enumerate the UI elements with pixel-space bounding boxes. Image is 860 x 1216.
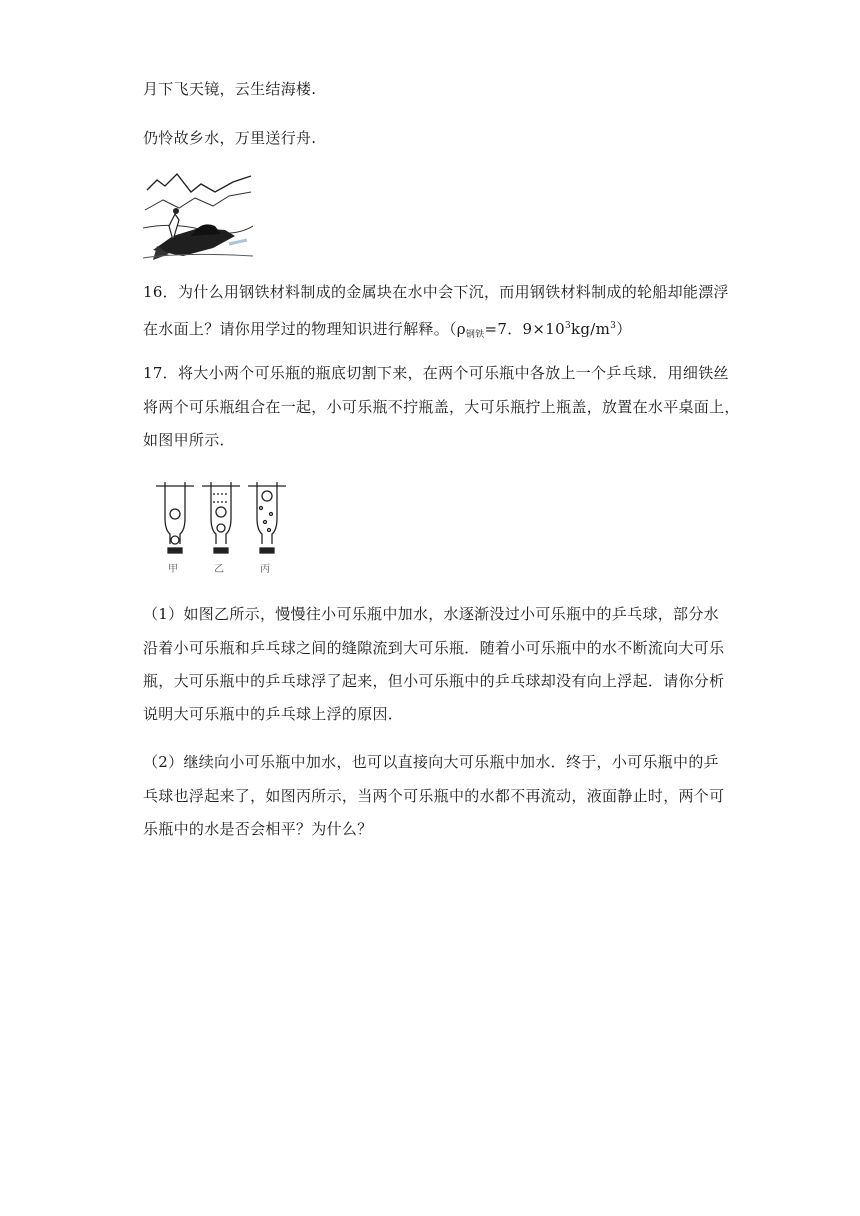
density-value: =7．9×10 [484, 320, 565, 338]
poem-line-1: 月下飞天镜，云生结海楼. [143, 80, 317, 98]
q16-line-2 [143, 316, 632, 345]
bottle-yi [202, 482, 240, 553]
part2-line-1: （2）继续向小可乐瓶中加水，也可以直接向大可乐瓶中加水．终于，小可乐瓶中的乒 [143, 753, 719, 771]
exponent-1: 3 [564, 321, 571, 331]
density-unit: kg/m [570, 320, 611, 338]
part1-line-1: （1）如图乙所示，慢慢往小可乐瓶中加水，水逐渐没过小可乐瓶中的乒乓球，部分水 [143, 605, 719, 623]
part2-line-3: 乐瓶中的水是否会相平？为什么？ [143, 820, 373, 838]
q16-close-paren: ） [616, 320, 632, 338]
exponent-2: 3 [610, 321, 617, 331]
part1-line-4: 说明大可乐瓶中的乒乓球上浮的原因． [143, 705, 404, 723]
part1-line-2: 沿着小可乐瓶和乒乓球之间的缝隙流到大可乐瓶．随着小可乐瓶中的水不断流向大可乐 [143, 639, 725, 657]
q16-line-1: 16．为什么用钢铁材料制成的金属块在水中会下沉，而用钢铁材料制成的轮船却能漂浮 [143, 283, 729, 301]
q17-line-3: 如图甲所示． [143, 431, 235, 449]
q17-line-2: 将两个可乐瓶组合在一起，小可乐瓶不拧瓶盖，大可乐瓶拧上瓶盖，放置在水平桌面上， [143, 398, 740, 416]
label-yi: 乙 [214, 564, 224, 575]
density-subscript: 钢铁 [465, 330, 485, 340]
label-jia: 甲 [168, 564, 178, 575]
q17-line-1: 17．将大小两个可乐瓶的瓶底切割下来，在两个可乐瓶中各放上一个乒乓球．用细铁丝 [143, 364, 729, 382]
part2-line-2: 乓球也浮起来了，如图丙所示，当两个可乐瓶中的水都不再流动，液面静止时，两个可 [143, 787, 725, 805]
label-bing: 丙 [260, 564, 270, 575]
bottle-figure [150, 478, 290, 578]
q16-line-2-main: 在水面上？请你用学过的物理知识进行解释。（ρ [143, 320, 466, 338]
boat-illustration [143, 170, 253, 262]
part1-line-3: 瓶，大可乐瓶中的乒乓球浮了起来，但小可乐瓶中的乒乓球却没有向上浮起．请你分析 [143, 672, 725, 690]
bottle-bing [248, 482, 286, 553]
poem-line-2: 仍怜故乡水，万里送行舟. [143, 129, 317, 147]
bottle-jia [156, 482, 194, 553]
